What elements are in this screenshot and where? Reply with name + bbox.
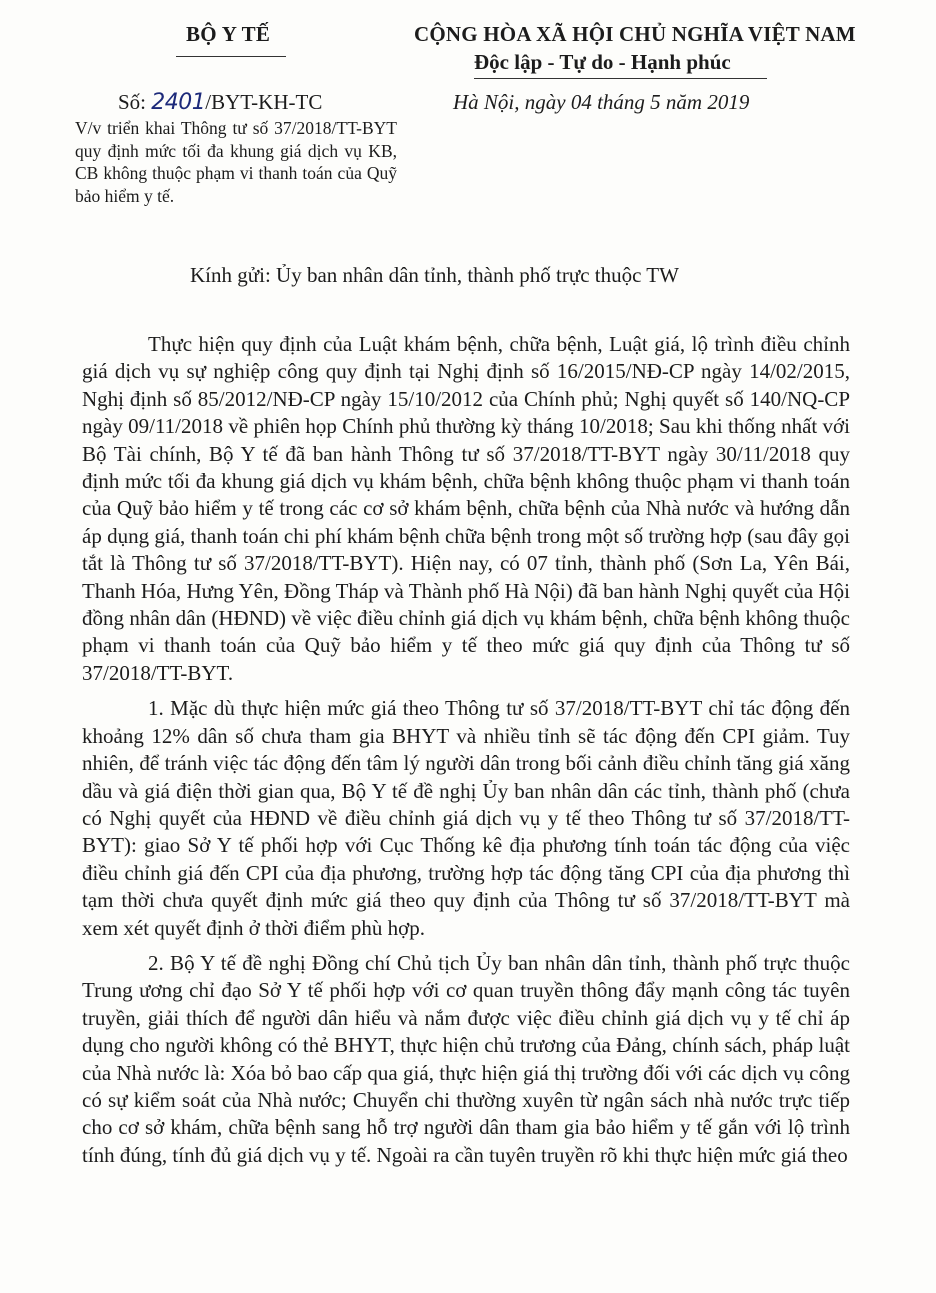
document-body	[82, 331, 850, 1177]
doc-number-prefix: Số:	[118, 90, 152, 114]
recipient-line: Kính gửi: Ủy ban nhân dân tỉnh, thành phố trực thuộc TW	[190, 263, 679, 287]
place-and-date: Hà Nội, ngày 04 tháng 5 năm 2019	[453, 90, 750, 114]
body-paragraph-1: 1. Mặc dù thực hiện mức giá theo Thông tư số 37/2018/TT-BYT chỉ tác động đến khoảng 12% dân số chưa tham gia BHYT và nhiều tỉnh sẽ tác động đến CPI giảm. Tuy nhiên, để tránh việc tác động đến tâm lý người dân trong bối cảnh điều chỉnh tăng giá xăng dầu và giá điện thời gian qua, Bộ Y tế đề nghị Ủy ban nhân dân các tỉnh, thành phố (chưa có Nghị quyết của HĐND về điều chỉnh giá dịch vụ y tế theo Thông tư số 37/2018/TT-BYT): giao Sở Y tế phối hợp với Cục Thống kê địa phương tính toán tác động của việc điều chỉnh giá đến CPI của địa phương, trường hợp tác động tăng CPI của địa phương thì tạm thời chưa quyết định mức giá theo quy định của Thông tư số 37/2018/TT-BYT mà xem xét quyết định ở thời điểm phù hợp.	[82, 696, 850, 940]
national-motto: Độc lập - Tự do - Hạnh phúc	[474, 50, 731, 74]
document-subject: V/v triển khai Thông tư số 37/2018/TT-BYT quy định mức tối đa khung giá dịch vụ KB, CB không thuộc phạm vi thanh toán của Quỹ bảo hiểm y tế.	[75, 118, 397, 206]
ministry-underline	[176, 56, 286, 57]
doc-number-handwritten: 2401	[151, 90, 206, 115]
body-paragraph-2: 2. Bộ Y tế đề nghị Đồng chí Chủ tịch Ủy ban nhân dân tỉnh, thành phố trực thuộc Trung ương chỉ đạo Sở Y tế phối hợp với cơ quan truyền thông đẩy mạnh công tác tuyên truyền, giải thích để người dân hiểu và nắm được việc điều chỉnh giá dịch vụ y tế chỉ áp dụng cho người không có thẻ BHYT, thực hiện chủ trương của Đảng, chính sách, pháp luật của Nhà nước là: Xóa bỏ bao cấp qua giá, thực hiện giá thị trường đối với các dịch vụ công có sự kiểm soát của Nhà nước; Chuyển chi thường xuyên từ ngân sách nhà nước trực tiếp cho cơ sở khám, chữa bệnh sang hỗ trợ người dân tham gia bảo hiểm y tế gắn với lộ trình tính đúng, tính đủ giá dịch vụ y tế. Ngoài ra cần tuyên truyền rõ khi thực hiện mức giá theo	[82, 950, 850, 1167]
document-number	[118, 90, 322, 115]
body-paragraph-intro: Thực hiện quy định của Luật khám bệnh, chữa bệnh, Luật giá, lộ trình điều chỉnh giá dịch vụ sự nghiệp công quy định tại Nghị định số 16/2015/NĐ-CP ngày 14/02/2015, Nghị định số 85/2012/NĐ-CP ngày 15/10/2012 của Chính phủ; Nghị quyết số 140/NQ-CP ngày 09/11/2018 về phiên họp Chính phủ thường kỳ tháng 10/2018; Sau khi thống nhất với Bộ Tài chính, Bộ Y tế đã ban hành Thông tư số 37/2018/TT-BYT ngày 30/11/2018 quy định mức tối đa khung giá dịch vụ khám bệnh, chữa bệnh không thuộc phạm vi thanh toán của Quỹ bảo hiểm y tế trong các cơ sở khám bệnh, chữa bệnh của Nhà nước và hướng dẫn áp dụng giá, thanh toán chi phí khám bệnh chữa bệnh trong một số trường hợp (sau đây gọi tắt là Thông tư số 37/2018/TT-BYT). Hiện nay, có 07 tỉnh, thành phố (Sơn La, Yên Bái, Thanh Hóa, Hưng Yên, Đồng Tháp và Thành phố Hà Nội) đã ban hành Nghị quyết của Hội đồng nhân dân (HĐND) về việc điều chỉnh giá dịch vụ khám bệnh, chữa bệnh không thuộc phạm vi thanh toán của Quỹ bảo hiểm y tế theo mức giá quy định của Thông tư số 37/2018/TT-BYT.	[82, 332, 850, 685]
motto-underline	[474, 78, 767, 79]
country-name: CỘNG HÒA XÃ HỘI CHỦ NGHĨA VIỆT NAM	[414, 22, 856, 46]
doc-number-suffix: /BYT-KH-TC	[205, 90, 323, 114]
ministry-name: BỘ Y TẾ	[186, 22, 271, 46]
